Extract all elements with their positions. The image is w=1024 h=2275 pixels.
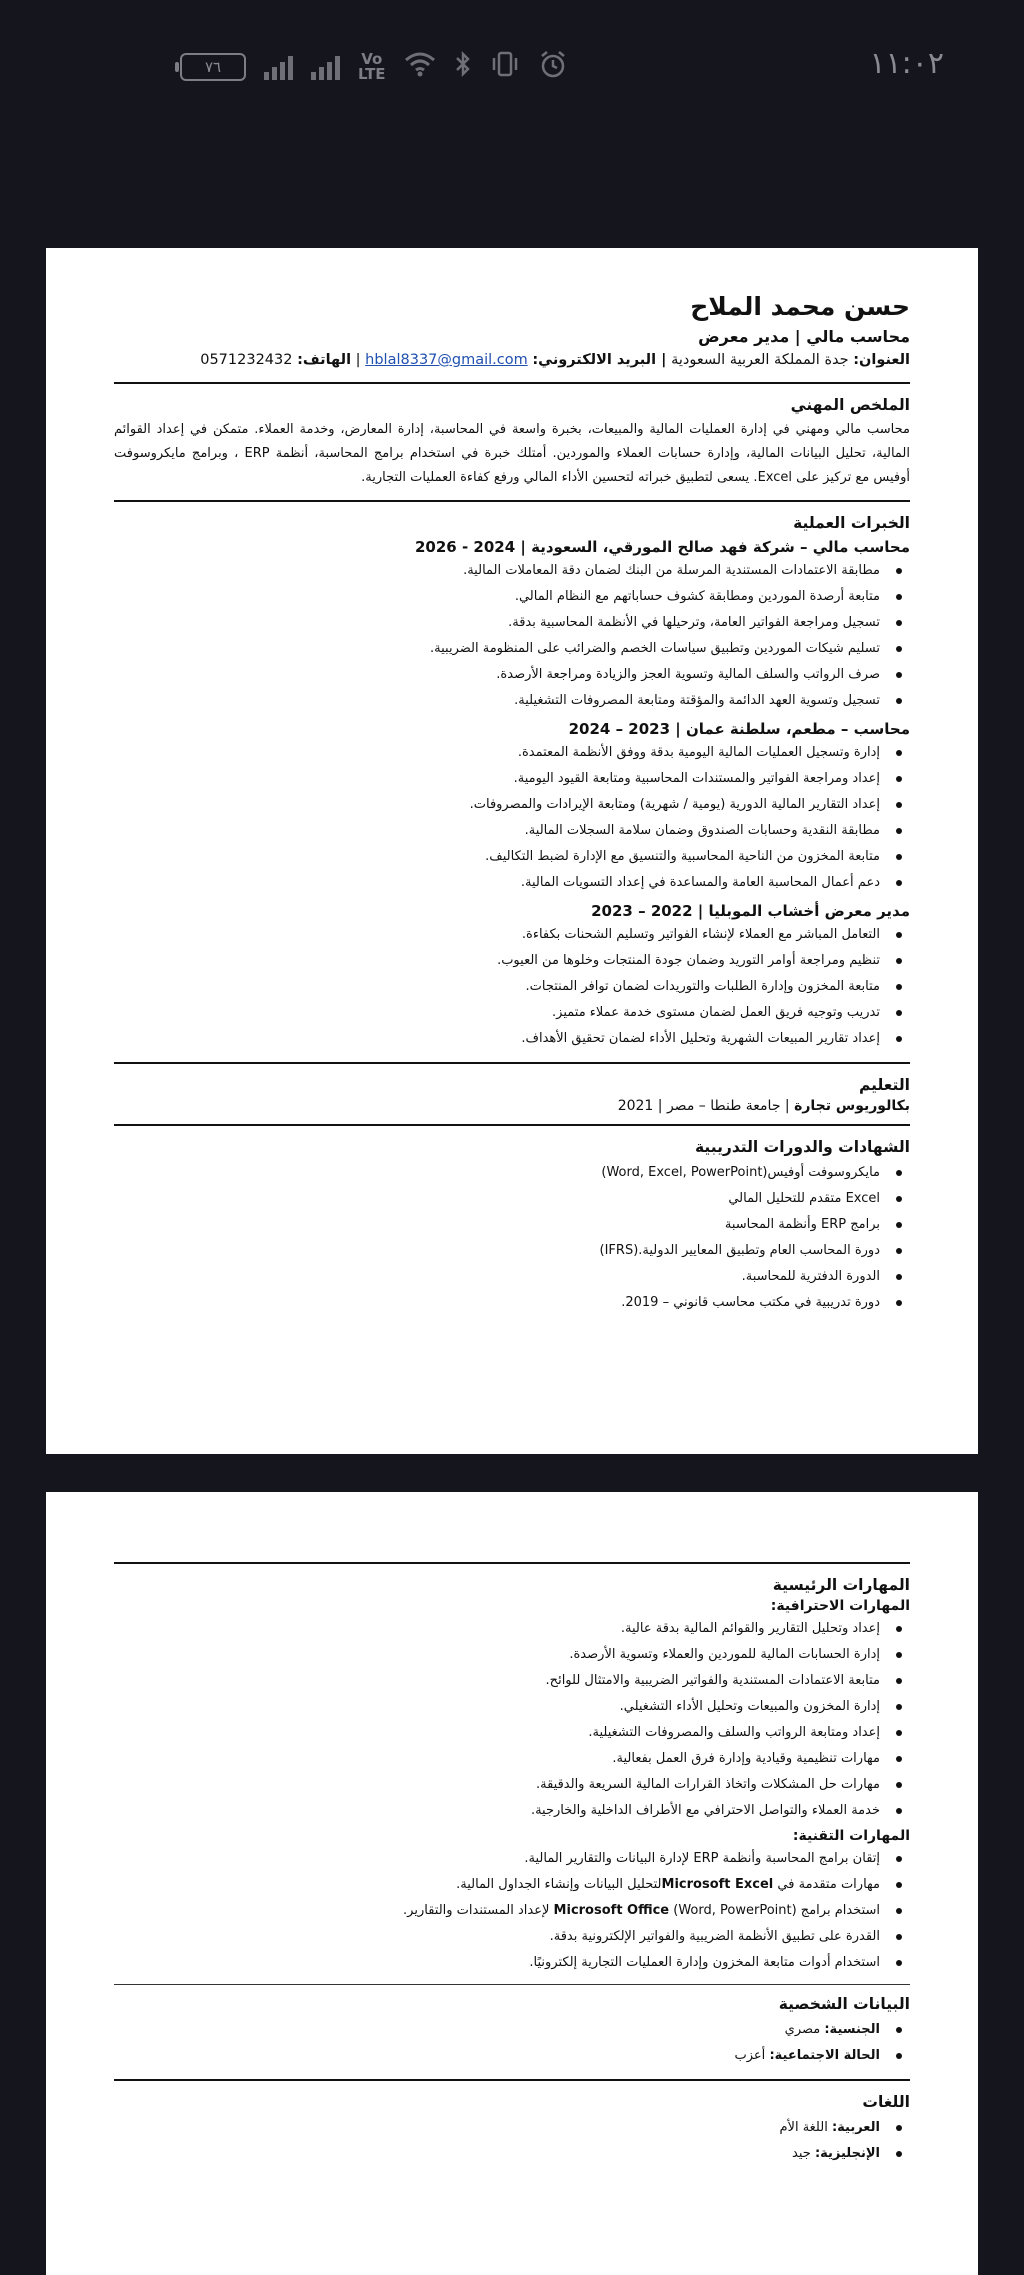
languages-title: اللغات [862,2093,910,2111]
signal-icon [264,54,293,80]
signal-icon-2 [311,54,340,80]
list-item: تدريب وتوجيه فريق العمل لضمان مستوى خدمة عملاء متميز. [114,1000,880,1026]
list-item: إدارة الحسابات المالية للموردين والعملاء وتسوية الأرصدة. [114,1642,880,1668]
list-item: مطابقة الاعتمادات المستندية المرسلة من البنك لضمان دقة المعاملات المالية. [114,558,880,584]
divider [114,382,910,384]
job-title-3: مدير معرض أخشاب الموبليا | 2022 – 2023 [591,902,910,920]
education-line [114,1098,910,1114]
volte-icon: Vo LTE [358,50,386,83]
cv-name: حسن محمد الملاح [690,292,910,321]
page-2-content [114,1552,910,2167]
list-item: خدمة العملاء والتواصل الاحترافي مع الأطراف الداخلية والخارجية. [114,1798,880,1824]
list-item: تنظيم ومراجعة أوامر التوريد وضمان جودة المنتجات وخلوها من العيوب. [114,948,880,974]
battery-icon [180,53,246,81]
list-item: متابعة أرصدة الموردين ومطابقة كشوف حساباتهم مع النظام المالي. [114,584,880,610]
list-item: مايكروسوفت أوفيس(Word, Excel, PowerPoint) [114,1160,880,1186]
personal-title: البيانات الشخصية [778,1995,910,2013]
list-item: Excel متقدم للتحليل المالي [114,1186,880,1212]
list-item: مطابقة النقدية وحسابات الصندوق وضمان سلامة السجلات المالية. [114,818,880,844]
list-item: إعداد تقارير المبيعات الشهرية وتحليل الأداء لضمان تحقيق الأهداف. [114,1026,880,1052]
certificates-title: الشهادات والدورات التدريبية [695,1138,910,1156]
list-item: القدرة على تطبيق الأنظمة الضريبية والفواتير الإلكترونية بدقة. [114,1924,880,1950]
list-item: تسجيل وتسوية العهد الدائمة والمؤقتة ومتابعة المصروفات التشغيلية. [114,688,880,714]
divider [114,1562,910,1564]
technical-skills-title: المهارات التقنية: [792,1828,910,1844]
list-item: تسجيل ومراجعة الفواتير العامة، وترحيلها في الأنظمة المحاسبية بدقة. [114,610,880,636]
divider [114,1984,910,1985]
divider [114,1124,910,1126]
email-link[interactable]: hblal8337@gmail.com [365,352,528,368]
job-title-2: محاسب – مطعم، سلطنة عمان | 2023 – 2024 [568,720,910,738]
list-item: صرف الرواتب والسلف المالية وتسوية العجز والزيادة ومراجعة الأرصدة. [114,662,880,688]
list-item: استخدام برامج Microsoft Office (Word, PowerPoint) لإعداد المستندات والتقارير. [114,1898,880,1924]
divider [114,2079,910,2081]
clock: ١١:٠٢ [869,46,944,81]
job-title-1: محاسب مالي – شركة فهد صالح المورقي، السعودية | 2024 - 2026 [415,538,910,556]
list-item: إتقان برامج المحاسبة وأنظمة ERP لإدارة البيانات والتقارير المالية. [114,1846,880,1872]
battery-level: ٧٦ [204,58,222,76]
education-degree: بكالوريوس تجارة [794,1098,910,1114]
list-item: متابعة المخزون وإدارة الطلبات والتوريدات لضمان توافر المنتجات. [114,974,880,1000]
list-item: تسليم شيكات الموردين وتطبيق سياسات الخصم والضرائب على المنظومة الضريبية. [114,636,880,662]
list-item: دورة تدريبية في مكتب محاسب قانوني – 2019. [114,1290,880,1316]
list-item: العربية: اللغة الأم [114,2115,880,2141]
list-item: مهارات تنظيمية وقيادية وإدارة فرق العمل بفعالية. [114,1746,880,1772]
email-label: البريد الالكتروني: [532,352,657,368]
document-page-1[interactable] [46,248,978,1454]
job-1-list [114,558,910,714]
experience-title: الخبرات العملية [793,514,910,532]
divider [114,1062,910,1064]
list-item: دورة المحاسب العام وتطبيق المعايير الدولية.(IFRS) [114,1238,880,1264]
list-item: برامج ERP وأنظمة المحاسبة [114,1212,880,1238]
languages-list [114,2115,910,2167]
list-item: الإنجليزية: جيد [114,2141,880,2167]
professional-skills-title: المهارات الاحترافية: [770,1598,910,1614]
list-item: التعامل المباشر مع العملاء لإنشاء الفواتير وتسليم الشحنات بكفاءة. [114,922,880,948]
list-item: مهارات حل المشكلات واتخاذ القرارات المالية السريعة والدقيقة. [114,1772,880,1798]
list-item: إدارة المخزون والمبيعات وتحليل الأداء التشغيلي. [114,1694,880,1720]
summary-title: الملخص المهني [790,396,910,414]
summary-text: محاسب مالي ومهني في إدارة العمليات المالية والمبيعات، بخبرة واسعة في المحاسبة، إدارة المعارض، وخدمة العملاء. متمكن في إعداد القوائم المالية، تحليل البيانات المالية، وإدارة حسابات العملاء والموردين. أمتلك خبرة في استخدام برامج المحاسبة، أنظمة ERP ، وبرامج مايكروسوفت أوفيس مع تركيز على Excel. يسعى لتطبيق خبراته لتحسين الأداء المالي ورفع كفاءة العمليات التجارية. [114,422,911,485]
list-item: استخدام أدوات متابعة المخزون وإدارة العمليات التجارية إلكترونيًا. [114,1950,880,1976]
job-3-list [114,922,910,1052]
contact-line: العنوان: جدة المملكة العربية السعودية | البريد الالكتروني: hblal8337@gmail.com | الهاتف: 0571232432 [200,352,910,368]
phone-value: 0571232432 [200,352,293,368]
certificates-list [114,1160,910,1316]
phone-label: الهاتف: [297,352,352,368]
address-label: العنوان: [853,352,910,368]
education-title: التعليم [858,1076,910,1094]
job-2-list [114,740,910,896]
divider [114,500,910,502]
list-item: إدارة وتسجيل العمليات المالية اليومية بدقة ووفق الأنظمة المعتمدة. [114,740,880,766]
bluetooth-icon [454,50,472,85]
professional-skills-list [114,1616,910,1824]
list-item: الجنسية: مصري [114,2017,880,2043]
vibrate-icon [490,50,520,85]
address-value: جدة المملكة العربية السعودية [671,352,849,368]
wifi-icon [404,51,436,84]
personal-list [114,2017,910,2069]
alarm-icon [538,49,568,86]
document-page-2[interactable] [46,1492,978,2275]
skills-title: المهارات الرئيسية [772,1576,910,1594]
page-1-content [114,292,910,1316]
list-item: إعداد ومراجعة الفواتير والمستندات المحاسبية ومتابعة القيود اليومية. [114,766,880,792]
cv-role: محاسب مالي | مدير معرض [698,327,910,346]
list-item: الحالة الاجتماعية: أعزب [114,2043,880,2069]
list-item: مهارات متقدمة في Microsoft Excelلتحليل البيانات وإنشاء الجداول المالية. [114,1872,880,1898]
list-item: إعداد وتحليل التقارير والقوائم المالية بدقة عالية. [114,1616,880,1642]
list-item: دعم أعمال المحاسبة العامة والمساعدة في إعداد التسويات المالية. [114,870,880,896]
education-detail: | جامعة طنطا – مصر | 2021 [617,1098,790,1114]
list-item: إعداد ومتابعة الرواتب والسلف والمصروفات التشغيلية. [114,1720,880,1746]
technical-skills-list [114,1846,910,1976]
status-bar [0,0,1024,130]
list-item: الدورة الدفترية للمحاسبة. [114,1264,880,1290]
list-item: متابعة الاعتمادات المستندية والفواتير الضريبية والامتثال للوائح. [114,1668,880,1694]
list-item: متابعة المخزون من الناحية المحاسبية والتنسيق مع الإدارة لضبط التكاليف. [114,844,880,870]
status-icons [180,50,568,84]
list-item: إعداد التقارير المالية الدورية (يومية / شهرية) ومتابعة الإيرادات والمصروفات. [114,792,880,818]
